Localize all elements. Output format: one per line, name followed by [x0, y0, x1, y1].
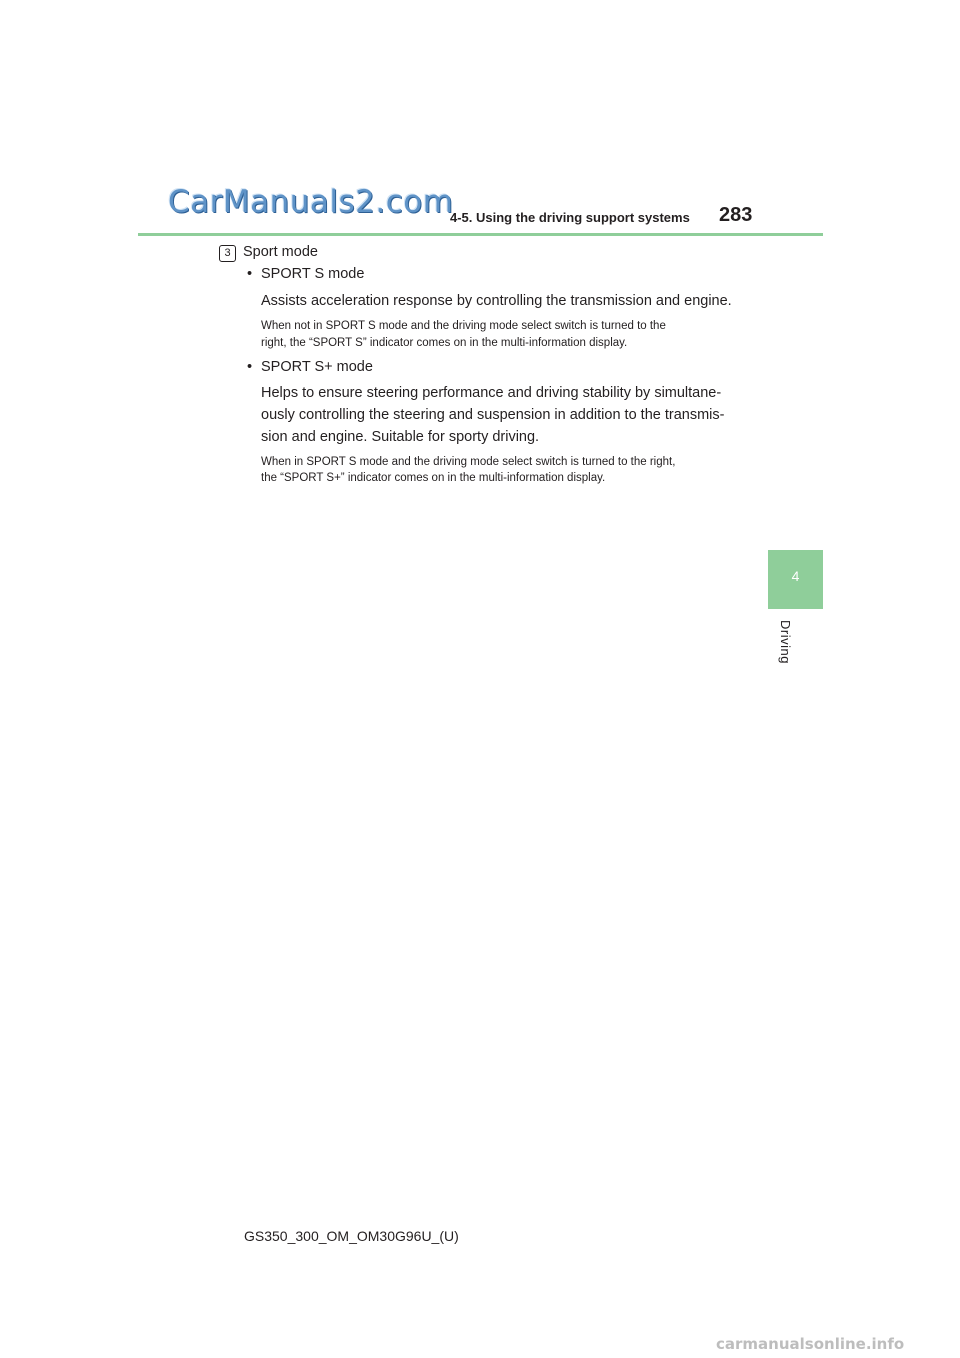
watermark-footer: carmanualsonline.info: [716, 1335, 905, 1353]
section-title: 4-5. Using the driving support systems: [450, 210, 690, 225]
item-description-sport-s-plus-line-1: Helps to ensure steering performance and driving stability by simultane-: [261, 385, 722, 401]
item-note-sport-s-plus-line-1: When in SPORT S mode and the driving mode select switch is turned to the right,: [261, 456, 676, 468]
bullet-1: •: [247, 266, 253, 282]
step-badge: [219, 245, 236, 262]
item-description-sport-s-plus-line-2: ously controlling the steering and suspension in addition to the transmis-: [261, 407, 725, 423]
chapter-tab: [768, 550, 823, 609]
bullet-2: •: [247, 359, 253, 375]
item-description-sport-s: Assists acceleration response by controlling the transmission and engine.: [261, 293, 732, 309]
item-note-sport-s-line-2: right, the “SPORT S” indicator comes on in the multi-information display.: [261, 337, 628, 349]
mode-title: Sport mode: [243, 244, 318, 260]
item-note-sport-s-line-1: When not in SPORT S mode and the driving mode select switch is turned to the: [261, 320, 666, 332]
footer-doc-code: GS350_300_OM_OM30G96U_(U): [244, 1228, 459, 1244]
item-title-sport-s-plus: SPORT S+ mode: [261, 359, 373, 375]
page-number: 283: [719, 204, 753, 226]
header-rule: [138, 233, 823, 236]
chapter-number: 4: [791, 568, 800, 584]
item-description-sport-s-plus-line-3: sion and engine. Suitable for sporty driving.: [261, 429, 540, 445]
watermark-logo: CarManuals2.com: [168, 184, 454, 220]
step-number: 3: [224, 247, 231, 259]
item-note-sport-s-plus-line-2: the “SPORT S+” indicator comes on in the multi-information display.: [261, 472, 606, 484]
item-title-sport-s: SPORT S mode: [261, 266, 365, 282]
chapter-label: Driving: [778, 620, 793, 664]
